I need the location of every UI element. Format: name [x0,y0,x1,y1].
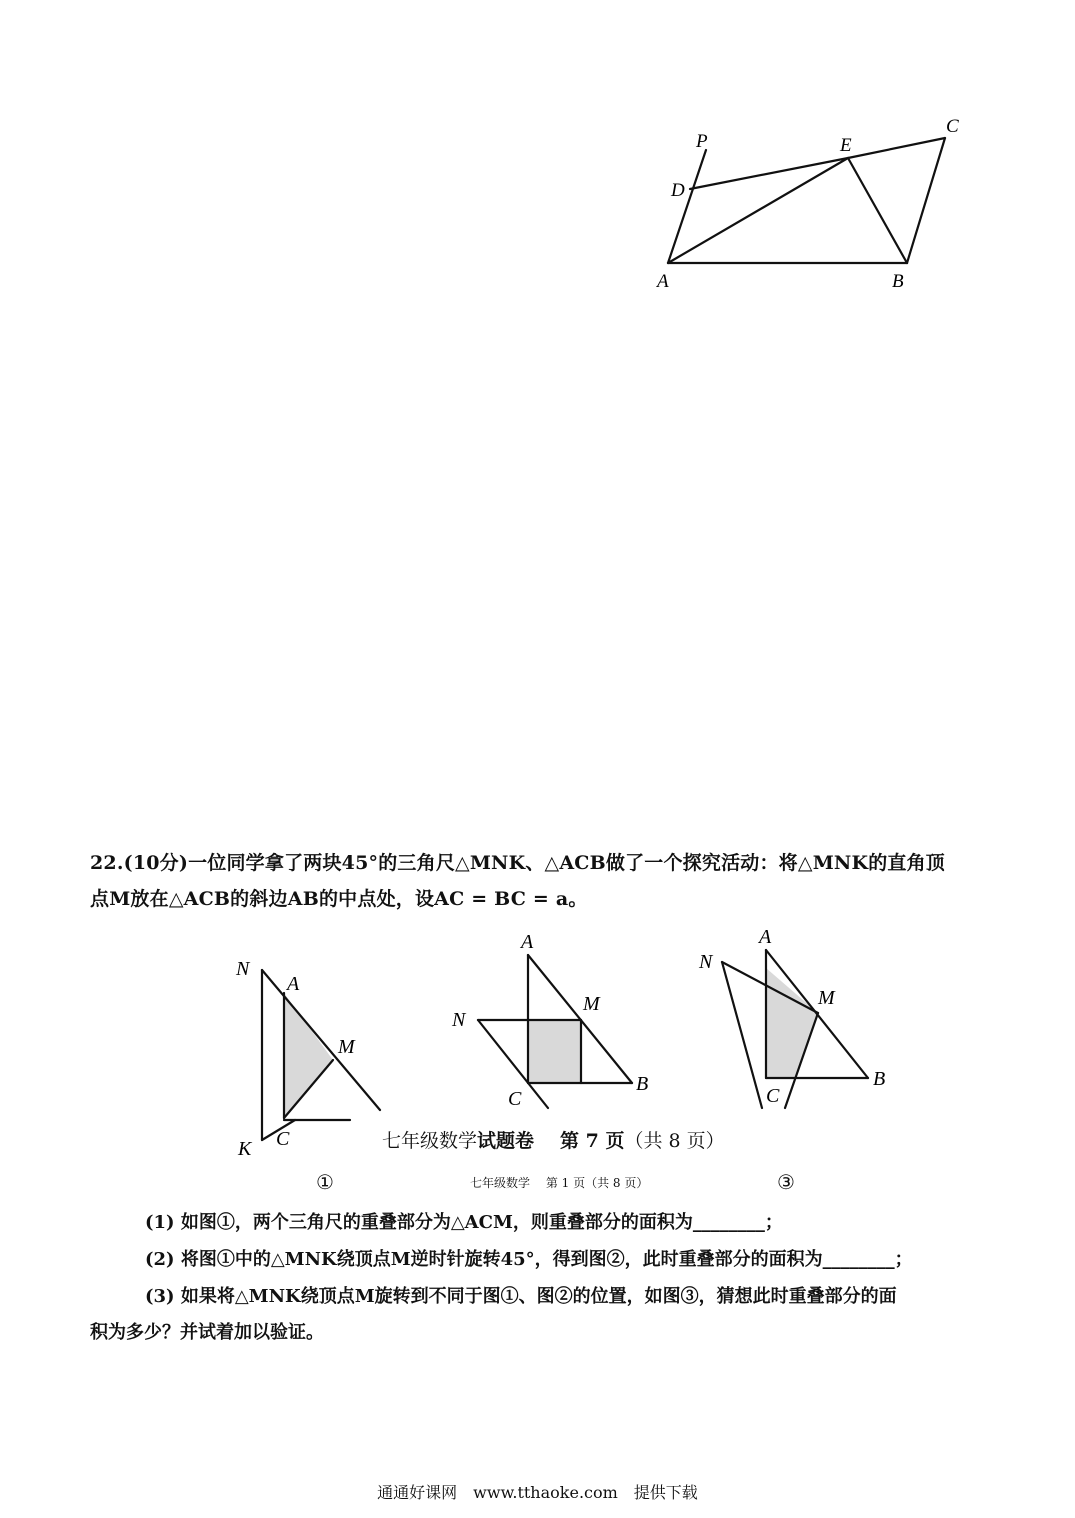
page-footer-small: 七年级数学 第 1 页（共 8 页） [470,1176,649,1190]
footer-page: 第 7 页 [560,1130,625,1152]
page-footer-main [382,1126,725,1153]
fig1-label-C: C [276,1128,290,1150]
fig1-label-K: K [238,1138,252,1160]
fig2-label-A: A [521,931,534,953]
fig1-label-A: A [287,973,300,995]
subquestion-3-line1: (3) 如果将△MNK绕顶点M旋转到不同于图①、图②的位置，如图③，猜想此时重叠部分的面 [145,1286,897,1307]
fig1-label-M: M [338,1036,355,1058]
question-22-line2: 点M放在△ACB的斜边AB的中点处，设AC = BC = a。 [90,888,588,910]
download-credit: 通通好课网 www.tthaoke.com 提供下载 [377,1483,698,1502]
figure-marker-1: ① [316,1170,334,1194]
label-C: C [946,116,959,137]
fig3-overlap-shade [766,968,818,1078]
subquestion-3-line2: 积为多少？并试着加以验证。 [90,1322,324,1343]
label-E: E [840,135,852,156]
footer-subject: 七年级数学 [382,1130,478,1152]
fig3-N-diag [722,962,762,1108]
question-22-line1: 22.(10分)一位同学拿了两块45°的三角尺△MNK、△ACB做了一个探究活动：将△MNK的直角顶 [90,852,946,874]
label-D: D [671,180,685,201]
fig2-label-C: C [508,1088,522,1110]
fig3-label-C: C [766,1085,780,1107]
fig3-label-B: B [873,1068,886,1090]
subquestion-2: (2) 将图①中的△MNK绕顶点M逆时针旋转45°，得到图②，此时重叠部分的面积为________； [145,1249,913,1270]
figure-marker-3: ③ [777,1170,795,1194]
label-P: P [696,131,708,152]
label-B: B [892,271,904,292]
fig3-label-A: A [759,926,772,948]
fig1-label-N: N [236,958,250,980]
fig2-label-B: B [636,1073,649,1095]
fig2-label-N: N [452,1009,466,1031]
fig3-label-M: M [818,987,835,1009]
subquestion-1: (1) 如图①，两个三角尺的重叠部分为△ACM，则重叠部分的面积为________； [145,1212,783,1233]
footer-exam: 试题卷 [477,1130,535,1152]
fig2-label-M: M [583,993,600,1015]
fig3-label-N: N [699,951,713,973]
footer-total: （共 8 页） [624,1130,725,1152]
label-A: A [657,271,669,292]
